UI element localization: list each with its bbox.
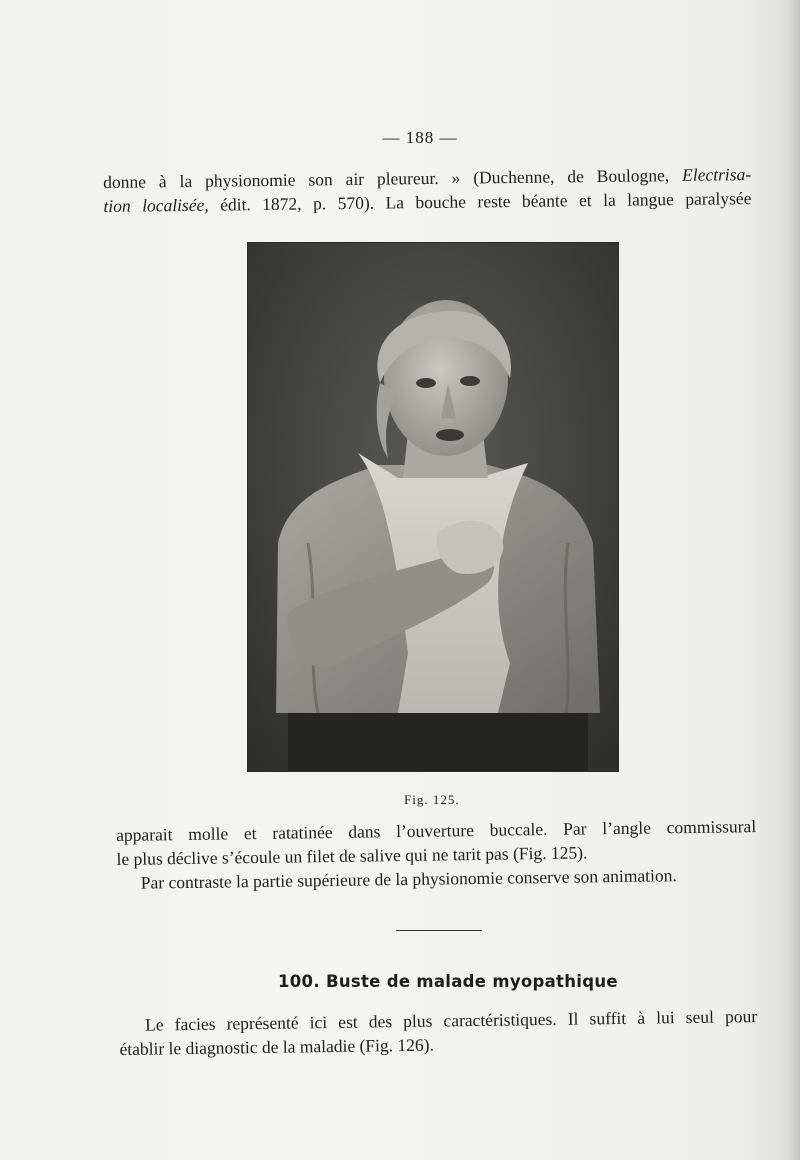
paragraph-bottom (119, 1004, 758, 1061)
figure-caption: Fig. 125. (404, 792, 460, 807)
paragraph-top-line-1: donne à la physionomie son air pleureur. » (Duchenne, de Boulogne, Electrisa- (103, 164, 752, 192)
page-edge-shadow (786, 0, 800, 1160)
paragraph-middle-line-3: Par contraste la partie supérieure de la physionomie conserve son animation. (140, 865, 677, 893)
paragraph-top-line-2: tion localisée, édit. 1872, p. 570). La bouche reste béante et la langue paralysée (103, 188, 752, 216)
paragraph-middle-line-1: apparait molle et ratatinée dans l’ouverture buccale. Par l’angle commissural (116, 816, 757, 845)
page-number: — 188 — (382, 128, 458, 147)
paragraph-middle-line-2: le plus déclive s’écoule un filet de salive qui ne tarit pas (Fig. 125). (116, 842, 588, 869)
section-heading: 100. Buste de malade myopathique (278, 972, 618, 991)
paragraph-bottom-line-2: établir le diagnostic de la maladie (Fig. 126). (119, 1034, 435, 1059)
paragraph-bottom-line-1: Le facies représenté ici est des plus caractéristiques. Il suffit à lui seul pour (145, 1006, 758, 1035)
paragraph-top (103, 162, 752, 218)
figure-bust-photograph (248, 243, 618, 771)
bust-sculpture-image (248, 243, 618, 771)
paragraph-middle (116, 814, 757, 895)
section-divider (396, 930, 482, 931)
